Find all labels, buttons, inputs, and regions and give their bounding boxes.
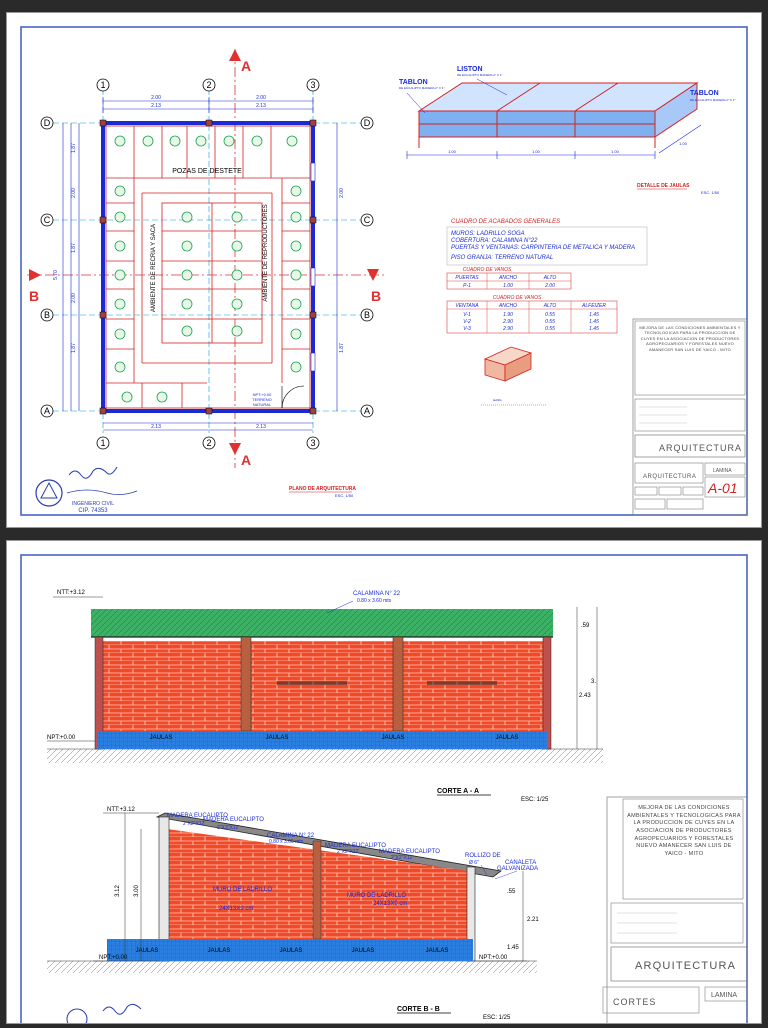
axis-label-c-left: C — [43, 215, 51, 225]
ventanas-row-0-col-3: 1.45 — [589, 312, 599, 318]
finishes-table — [447, 219, 647, 265]
pen-marker — [115, 136, 125, 146]
ventanas-header-alto: ALTO — [543, 303, 557, 309]
cage-liston-label: LISTON — [457, 66, 483, 73]
pen-marker — [182, 241, 192, 251]
corte-bb-calamina-dim: 0.80 x 3.60 mts — [269, 839, 304, 845]
dim-side-5: 1.87 — [71, 343, 77, 353]
dim-side-4: 2.00 — [71, 293, 77, 303]
cage-tablon-right-label: TABLON — [690, 90, 719, 97]
corte-bb-madera4: MADERA EUCALIPTO — [379, 849, 440, 855]
corte-aa-jaula-1: JAULAS — [149, 735, 173, 741]
corte-bb-jaula-2: JAULAS — [207, 948, 231, 954]
section-label-b-right: B — [371, 288, 382, 304]
corte-bb-npt-left: NPT:+0.00 — [99, 955, 128, 961]
pen-marker — [252, 136, 262, 146]
axis-label-3-top: 3 — [310, 80, 316, 90]
ventanas-row-1-col-3: 1.45 — [589, 319, 599, 325]
sheet2-drawing — [7, 541, 761, 1023]
dim-top-2: 2.00 — [256, 95, 266, 101]
label-ambiente-recria: AMBIENTE DE RECRIA Y SACA — [151, 223, 157, 313]
corte-bb-canaleta: CANALETA — [505, 860, 537, 866]
finishes-line-cobertura: COBERTURA: CALAMINA N°22 — [451, 238, 538, 244]
section-arrow-a-bottom — [229, 443, 241, 455]
section-label-a-top: A — [241, 58, 252, 74]
corte-aa-jaula-3: JAULAS — [381, 735, 405, 741]
cage-tablon-left-sub: DE EUCALIPTO MADERA 2" X 1" — [399, 86, 445, 90]
title-block-discipline: ARQUITECTURA — [659, 443, 743, 453]
section-label-b-left: B — [29, 288, 40, 304]
corte-bb-madera3: MADERA EUCALIPTO — [325, 843, 386, 849]
pen-marker — [182, 212, 192, 222]
dim-side-total: 5.70 — [53, 270, 59, 280]
corte-bb-calamina: CALAMINA N° 22 — [267, 833, 315, 839]
section-arrow-a-top — [229, 49, 241, 61]
cage-detail-title: DETALLE DE JAULAS — [637, 183, 690, 189]
title-block-2-lamina-label: LAMINA — [711, 992, 738, 999]
brick-detail — [481, 347, 547, 405]
dim-top-inner-2: 2.13 — [256, 103, 266, 109]
corte-aa — [47, 590, 603, 803]
corte-bb-canaleta-sub: GALVANIZADA — [497, 866, 539, 872]
corte-bb-muro1-dim: 24X13X9 cm — [219, 906, 254, 912]
corte-bb-dim-right-3: 1.45 — [507, 945, 519, 951]
pen-marker — [115, 362, 125, 372]
corte-bb — [47, 807, 539, 1021]
pen-marker — [115, 329, 125, 339]
ventanas-table — [447, 295, 617, 333]
pen-marker — [115, 299, 125, 309]
stamp-cip: CIP. 74353 — [78, 508, 108, 514]
signature-scribble-icon-2 — [103, 1004, 141, 1014]
axis-label-2-bottom: 2 — [206, 438, 212, 448]
pen-marker — [170, 136, 180, 146]
corte-bb-jaula-3: JAULAS — [279, 948, 303, 954]
corte-aa-dim-wall: 2.43 — [579, 693, 591, 699]
corte-bb-rollizo: ROLLIZO DE — [465, 853, 501, 859]
pen-marker — [224, 136, 234, 146]
axis-label-b-right: B — [363, 310, 371, 320]
corte-bb-dim-right-2: 2.21 — [527, 917, 539, 923]
title-block-2 — [603, 797, 747, 1023]
corte-aa-jaula-2: JAULAS — [265, 735, 289, 741]
axis-label-c-right: C — [363, 215, 371, 225]
ventanas-row-0-col-2: 0.55 — [545, 312, 555, 318]
axis-label-d-right: D — [363, 118, 371, 128]
title-block — [633, 319, 747, 515]
ventanas-header-ancho: ANCHO — [498, 303, 518, 309]
corte-bb-madera4-dim: 2"X2"X12' — [391, 855, 414, 861]
pen-marker — [115, 212, 125, 222]
engineer-stamp — [36, 467, 137, 514]
cage-detail-scale: ESC. 1/50 — [701, 190, 720, 195]
pen-marker — [115, 241, 125, 251]
dim-bottom-2: 2.13 — [256, 424, 266, 430]
architecture-plan — [27, 49, 387, 498]
corte-bb-scale: ESC: 1/25 — [483, 1015, 511, 1021]
vanos-header-puertas: PUERTAS — [455, 275, 479, 281]
corte-aa-title: CORTE A - A — [437, 788, 479, 795]
pen-marker — [291, 362, 301, 372]
sheet-architecture-plan — [6, 12, 762, 528]
ventanas-header-ventana: VENTANA — [455, 303, 479, 309]
corte-bb-madera1: MADERA EUCALIPTO — [167, 813, 228, 819]
corte-bb-muro2-dim: 24X13X9 cm — [373, 901, 408, 907]
pen-marker — [291, 186, 301, 196]
corte-aa-ntt: NTT:+3.12 — [57, 590, 85, 596]
ventanas-row-1-col-2: 0.55 — [545, 319, 555, 325]
corte-bb-madera3-dim: 2"X2"X12' — [337, 849, 360, 855]
cage-liston-sub: DE EUCALIPTO MADERA 2" X 1" — [457, 73, 503, 77]
corte-bb-title: CORTE B - B — [397, 1006, 440, 1013]
vanos-header-alto: ALTO — [543, 275, 557, 281]
sheet-sections — [6, 540, 762, 1024]
vanos-row-0-col-0: P-1 — [463, 283, 471, 289]
ventanas-row-2-col-0: V-3 — [463, 326, 471, 332]
ventanas-header-alfeizer: ALFEIZER — [582, 303, 606, 309]
label-pozas-destete: POZAS DE DESTETE — [172, 168, 242, 175]
pen-marker — [291, 299, 301, 309]
finishes-line-puertas: PUERTAS Y VENTANAS: CARPINTERIA DE METALICA Y MADERA — [451, 245, 636, 251]
cage-dim-depth: 1.00 — [679, 141, 687, 146]
corte-bb-muro1: MURO DE LADRILLO — [213, 887, 273, 893]
corte-bb-muro2: MURO DE LADRILLO — [347, 893, 407, 899]
plan-title: PLANO DE ARQUITECTURA — [289, 486, 357, 492]
cage-dim-3: 1.00 — [611, 149, 619, 154]
finishes-line-muros: MUROS: LADRILLO SOGA — [451, 231, 525, 237]
dim-top-1: 2.00 — [151, 95, 161, 101]
corte-bb-jaula-4: JAULAS — [351, 948, 375, 954]
ventanas-row-2-col-1: 2.90 — [503, 326, 513, 332]
title-block-2-project: MEJORA DE LAS CONDICIONES AMBIENTALES Y TECNOLOGICAS PARA LA PRODUCCION DE CUYES EN LA ASOCIACION DE PRODUCTORES AGROPECUARIOS Y FORESTALES NUEVO AMANECER SAN LUIS DE YAICO - MITO — [627, 805, 741, 858]
pen-marker — [232, 241, 242, 251]
dim-side-2: 2.00 — [71, 188, 77, 198]
corte-aa-dim-top: .59 — [581, 623, 590, 629]
axis-label-a-right: A — [363, 406, 371, 416]
pen-marker — [287, 136, 297, 146]
axis-label-d-left: D — [43, 118, 51, 128]
ventanas-title: CUADRO DE VANOS — [492, 295, 542, 301]
axis-label-1-bottom: 1 — [100, 438, 106, 448]
sheet1-drawing — [7, 13, 761, 527]
corte-bb-jaula-1: JAULAS — [135, 948, 159, 954]
pen-marker — [157, 392, 167, 402]
finishes-line-piso: PISO GRANJA: TERRENO NATURAL — [451, 255, 554, 261]
plan-scale: ESC. 1/50 — [335, 493, 354, 498]
dim-top-inner-1: 2.13 — [151, 103, 161, 109]
dim-bottom-1: 2.13 — [151, 424, 161, 430]
npt-label-line2: TERRENO — [252, 397, 272, 402]
ventanas-row-0-col-1: 1.90 — [503, 312, 513, 318]
pen-marker — [291, 329, 301, 339]
corte-bb-dim-right-1: .55 — [507, 889, 516, 895]
pen-marker — [143, 136, 153, 146]
vanos-row-0-col-2: 2.00 — [545, 283, 555, 289]
corte-aa-scale: ESC: 1/25 — [521, 797, 549, 803]
ventanas-row-1-col-1: 2.90 — [503, 319, 513, 325]
corte-aa-calamina-dim: 0.80 x 3.60 mts — [357, 598, 392, 604]
ventanas-row-2-col-2: 0.55 — [545, 326, 555, 332]
corte-aa-ground — [47, 749, 603, 763]
pen-marker — [232, 326, 242, 336]
dim-right-2: 1.87 — [339, 343, 345, 353]
pen-marker — [182, 299, 192, 309]
title-block-2-sheet-name: CORTES — [613, 997, 657, 1007]
axis-label-1-top: 1 — [100, 80, 106, 90]
axis-label-b-left: B — [43, 310, 51, 320]
pen-marker — [291, 241, 301, 251]
title-block-sheet-code: A-01 — [708, 480, 738, 496]
cage-tablon-right-sub: DE EUCALIPTO MADERA 2" X 1" — [690, 98, 736, 102]
vanos-row-0-col-1: 1.00 — [503, 283, 513, 289]
stamp-title: INGENIERO CIVIL — [72, 501, 114, 507]
corte-bb-ntt: NTT:+3.12 — [107, 807, 135, 813]
section-arrow-b-left — [29, 269, 41, 281]
npt-label-line3: NATURAL — [252, 402, 272, 407]
title-block-project: MEJORA DE LAS CONDICIONES AMBIENTALES Y TECNOLOGICAS PARA LA PRODUCCION DE CUYES EN LA ASOCIACION DE PRODUCTORES AGROPECUARIOS Y FORESTALES NUEVO AMANECER SAN LUIS DE YAICO - MITO — [639, 325, 741, 352]
outer-wall — [103, 123, 313, 411]
corte-aa-dim-side: 3. — [591, 679, 597, 685]
title-block-2-discipline: ARQUITECTURA — [635, 960, 737, 972]
corte-bb-ground — [47, 961, 537, 973]
dim-side-3: 1.87 — [71, 243, 77, 253]
corte-bb-madera2-dim: 2"X3"X12' — [217, 825, 240, 831]
pen-marker — [196, 136, 206, 146]
corte-bb-rollizo-dim: Ø 6" — [469, 860, 479, 866]
corte-bb-madera1-dim: 2"X2"X12' — [183, 821, 206, 827]
cage-detail — [399, 66, 735, 195]
axis-label-a-left: A — [43, 406, 51, 416]
cage-dim-2: 1.00 — [532, 149, 540, 154]
corte-aa-jaula-4: JAULAS — [495, 735, 519, 741]
title-block-sheet-name: ARQUITECTURA — [643, 474, 697, 480]
corte-bb-madera2: MADERA EUCALIPTO — [203, 817, 264, 823]
vanos-header-ancho: ANCHO — [498, 275, 518, 281]
engineer-stamp-2 — [67, 1004, 141, 1023]
signature-scribble-icon — [69, 467, 117, 478]
vanos-title: CUADRO DE VANOS — [462, 267, 512, 273]
corte-aa-calamina: CALAMINA N° 22 — [353, 591, 401, 597]
corte-bb-jaula-5: JAULAS — [425, 948, 449, 954]
label-ambiente-reproductores: AMBIENTE DE REPRODUCTORES — [263, 204, 269, 302]
pen-marker — [232, 212, 242, 222]
section-label-a-bottom: A — [241, 452, 252, 468]
pen-marker — [182, 326, 192, 336]
pen-markers — [115, 136, 301, 402]
finishes-title: CUADRO DE ACABADOS GENERALES — [451, 219, 561, 225]
ventanas-row-1-col-0: V-2 — [463, 319, 471, 325]
ventanas-row-2-col-3: 1.45 — [589, 326, 599, 332]
corte-aa-npt: NPT:+0.00 — [47, 735, 76, 741]
pen-marker — [232, 299, 242, 309]
pen-marker — [232, 270, 242, 280]
npt-label-line1: NPT:+0.00 — [252, 392, 272, 397]
axis-label-2-top: 2 — [206, 80, 212, 90]
pen-marker — [115, 270, 125, 280]
pen-marker — [182, 270, 192, 280]
pen-marker — [122, 392, 132, 402]
pen-marker — [115, 186, 125, 196]
ventanas-row-0-col-0: V-1 — [463, 312, 471, 318]
axis-label-3-bottom: 3 — [310, 438, 316, 448]
cage-dim-1: 1.00 — [448, 149, 456, 154]
corte-bb-dim-total: 3.12 — [115, 885, 121, 897]
pen-marker — [291, 212, 301, 222]
cage-tablon-left-label: TABLON — [399, 79, 428, 86]
door-swing — [282, 386, 304, 408]
corte-bb-npt-right: NPT:+0.00 — [479, 955, 508, 961]
dim-side-1: 1.87 — [71, 143, 77, 153]
pen-marker — [291, 270, 301, 280]
brick-label: ladrillo — [493, 398, 502, 402]
dim-right-1: 2.00 — [339, 188, 345, 198]
vanos-table — [447, 267, 571, 289]
title-block-lamina-label: LAMINA — [713, 468, 732, 474]
corte-bb-dim-wall: 3.00 — [134, 885, 140, 897]
